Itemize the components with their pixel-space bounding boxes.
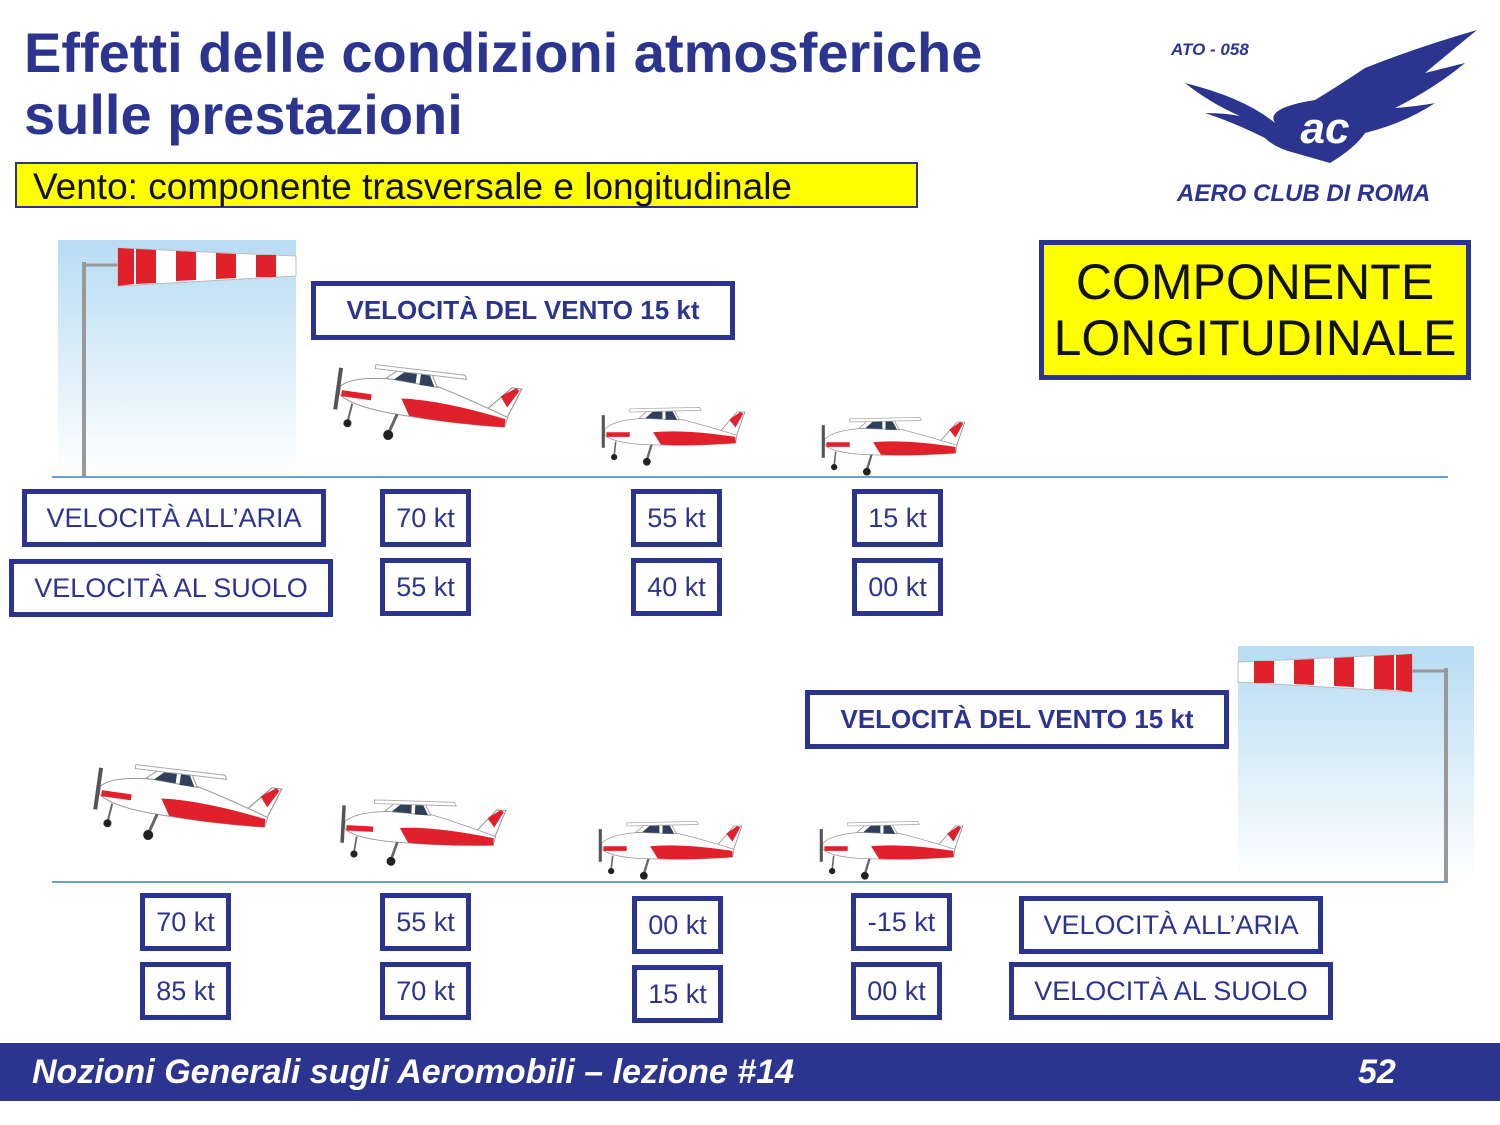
top-groundspeed-1: 55 kt xyxy=(380,558,471,616)
bottom-airspeed-4: -15 kt xyxy=(851,893,952,951)
eagle-logo-icon xyxy=(1165,28,1485,213)
top-airspeed-label: VELOCITÀ ALL’ARIA xyxy=(22,489,326,547)
windsock-bottom-icon xyxy=(1236,646,1476,886)
ground-line-top xyxy=(52,476,1448,478)
footer-bar xyxy=(0,1043,1500,1101)
logo-club-text: AERO CLUB DI ROMA xyxy=(1177,180,1431,207)
bottom-groundspeed-2: 70 kt xyxy=(380,962,471,1020)
bottom-groundspeed-3: 15 kt xyxy=(632,965,723,1023)
subtitle-banner: Vento: componente trasversale e longitudinale xyxy=(15,162,918,208)
page-number: 52 xyxy=(1358,1053,1396,1091)
bottom-groundspeed-4: 00 kt xyxy=(851,962,942,1020)
bottom-wind-speed-label: VELOCITÀ DEL VENTO 15 kt xyxy=(805,690,1229,749)
svg-text:ac: ac xyxy=(1300,104,1350,153)
title-line-2: sulle prestazioni xyxy=(24,83,463,146)
page-title xyxy=(24,22,982,146)
bottom-groundspeed-label: VELOCITÀ AL SUOLO xyxy=(1009,962,1333,1020)
top-wind-speed-label: VELOCITÀ DEL VENTO 15 kt xyxy=(311,281,735,340)
bottom-airspeed-1: 70 kt xyxy=(140,893,231,951)
plane-top-3-icon xyxy=(795,408,990,478)
plane-bottom-2-icon xyxy=(322,790,522,870)
aero-club-logo xyxy=(1165,28,1485,213)
ground-line-bottom xyxy=(52,881,1448,883)
bottom-airspeed-3: 00 kt xyxy=(632,896,723,954)
title-line-1: Effetti delle condizioni atmosferiche xyxy=(24,21,983,84)
plane-bottom-3-icon xyxy=(572,812,767,882)
logo-ato-text: ATO - 058 xyxy=(1171,40,1249,59)
plane-bottom-1-icon xyxy=(86,758,286,848)
footer-title: Nozioni Generali sugli Aeromobili – lezione #14 xyxy=(32,1053,795,1091)
component-label xyxy=(1039,240,1471,380)
plane-top-1-icon xyxy=(326,358,526,448)
top-groundspeed-label: VELOCITÀ AL SUOLO xyxy=(9,559,333,617)
component-line-2: LONGITUDINALE xyxy=(1053,310,1457,366)
top-airspeed-3: 15 kt xyxy=(852,489,943,547)
component-line-1: COMPONENTE xyxy=(1075,254,1435,310)
top-airspeed-1: 70 kt xyxy=(380,489,471,547)
top-airspeed-2: 55 kt xyxy=(631,489,722,547)
plane-bottom-4-icon xyxy=(793,812,988,882)
windsock-top-icon xyxy=(58,240,298,480)
bottom-airspeed-label: VELOCITÀ ALL’ARIA xyxy=(1019,896,1323,954)
plane-top-2-icon xyxy=(575,398,770,468)
bottom-groundspeed-1: 85 kt xyxy=(140,962,231,1020)
bottom-airspeed-2: 55 kt xyxy=(380,893,471,951)
top-groundspeed-3: 00 kt xyxy=(852,558,943,616)
top-groundspeed-2: 40 kt xyxy=(631,558,722,616)
